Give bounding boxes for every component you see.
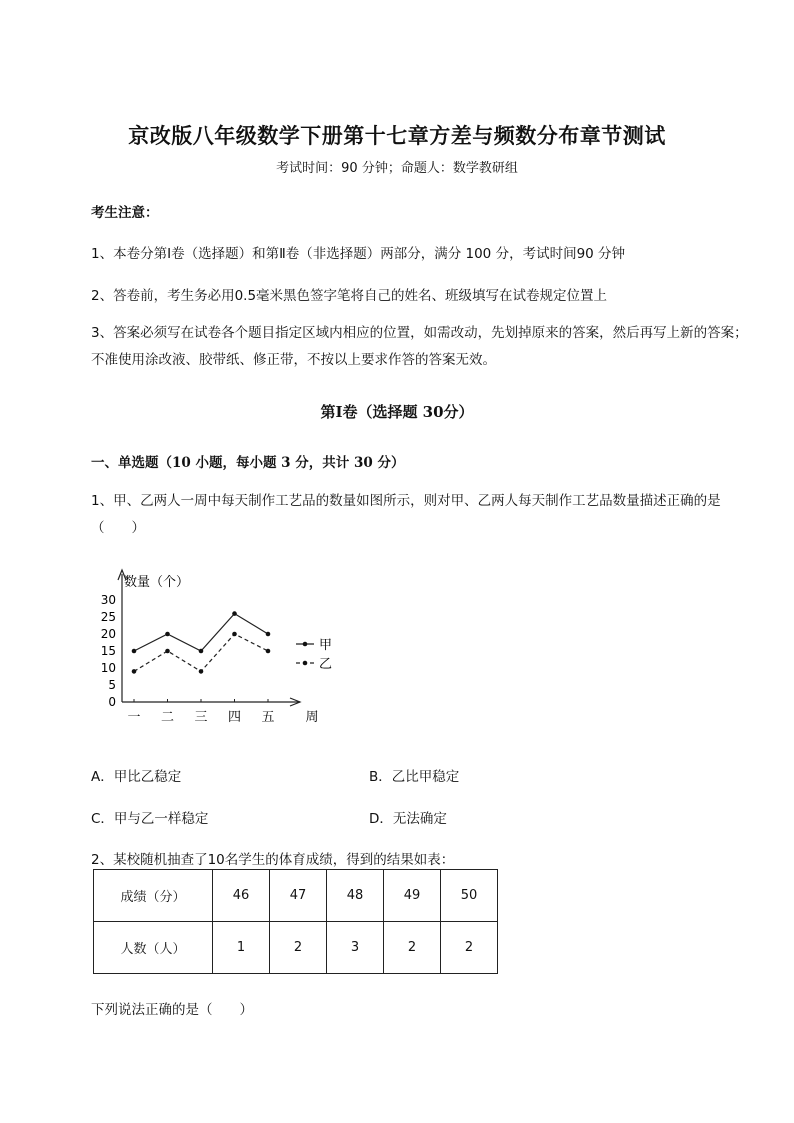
count-cell: 2 <box>384 922 441 974</box>
y-tick-label: 10 <box>100 661 116 675</box>
legend-label-1: 甲 <box>319 638 333 653</box>
option-d[interactable]: D．无法确定 <box>369 811 447 827</box>
series-1-point <box>132 649 137 654</box>
table-row <box>94 922 498 974</box>
score-cell: 46 <box>213 870 270 922</box>
part-heading: 一、单选题（10 小题，每小题 3 分，共计 30 分） <box>91 455 405 471</box>
y-tick-label: 20 <box>100 627 116 641</box>
notice-item-2: 2、答卷前，考生务必用0.5毫米黑色签字笔将自己的姓名、班级填写在试卷规定位置上 <box>91 288 608 304</box>
option-c[interactable]: C．甲与乙一样稳定 <box>91 811 209 827</box>
series-1-point <box>232 611 237 616</box>
option-b[interactable]: B．乙比甲稳定 <box>369 769 460 785</box>
question-2-followup: 下列说法正确的是（ ） <box>91 1002 253 1018</box>
notice-item-1: 1、本卷分第Ⅰ卷（选择题）和第Ⅱ卷（非选择题）两部分，满分 100 分，考试时间90 分钟 <box>91 246 626 262</box>
series-line-1 <box>134 614 268 651</box>
option-a[interactable]: A．甲比乙稳定 <box>91 769 182 785</box>
count-cell: 2 <box>270 922 327 974</box>
legend-label-2: 乙 <box>319 657 333 672</box>
series-1-point <box>266 632 271 637</box>
series-2-point <box>266 649 271 654</box>
score-cell: 50 <box>441 870 498 922</box>
y-tick-label: 5 <box>108 678 116 692</box>
question-2-text: 2、某校随机抽查了10名学生的体育成绩，得到的结果如表： <box>91 852 455 868</box>
notice-heading: 考生注意： <box>91 205 159 221</box>
notice-item-3: 3、答案必须写在试卷各个题目指定区域内相应的位置，如需改动，先划掉原来的答案，然后再写上新的答案；不准使用涂改液、胶带纸、修正带，不按以上要求作答的答案无效。 <box>91 325 748 368</box>
legend-marker-1 <box>303 642 308 647</box>
series-2-point <box>132 669 137 674</box>
x-tick-label: 三 <box>194 710 208 725</box>
series-2-point <box>165 649 170 654</box>
legend-marker-2 <box>303 661 308 666</box>
table-header-label: 成绩（分） <box>94 870 213 922</box>
y-tick-label: 30 <box>100 593 116 607</box>
x-tick-label: 一 <box>127 710 141 725</box>
line-chart <box>90 562 350 742</box>
section-title: 第Ⅰ卷（选择题 30分） <box>320 403 474 421</box>
page-title: 京改版八年级数学下册第十七章方差与频数分布章节测试 <box>128 123 666 148</box>
y-tick-label: 15 <box>100 644 116 658</box>
count-cell: 3 <box>327 922 384 974</box>
x-axis-label: 周 <box>305 710 319 725</box>
x-tick-label: 二 <box>160 710 175 725</box>
score-cell: 48 <box>327 870 384 922</box>
y-tick-label: 0 <box>108 695 116 709</box>
exam-subtitle: 考试时间：90 分钟；命题人：数学教研组 <box>276 161 518 176</box>
series-1-point <box>165 632 170 637</box>
table-row <box>94 870 498 922</box>
score-table <box>93 869 498 974</box>
x-tick-label: 五 <box>261 710 275 725</box>
series-2-point <box>199 669 204 674</box>
question-1-text: 1、甲、乙两人一周中每天制作工艺品的数量如图所示，则对甲、乙两人每天制作工艺品数量描述正确的是（ ） <box>91 493 721 536</box>
table-row-label: 人数（人） <box>94 922 213 974</box>
series-1-point <box>199 649 204 654</box>
count-cell: 2 <box>441 922 498 974</box>
count-cell: 1 <box>213 922 270 974</box>
score-cell: 49 <box>384 870 441 922</box>
x-tick-label: 四 <box>227 710 242 725</box>
score-cell: 47 <box>270 870 327 922</box>
y-axis-label: 数量（个） <box>124 575 190 590</box>
y-tick-label: 25 <box>100 610 116 624</box>
series-2-point <box>232 632 237 637</box>
